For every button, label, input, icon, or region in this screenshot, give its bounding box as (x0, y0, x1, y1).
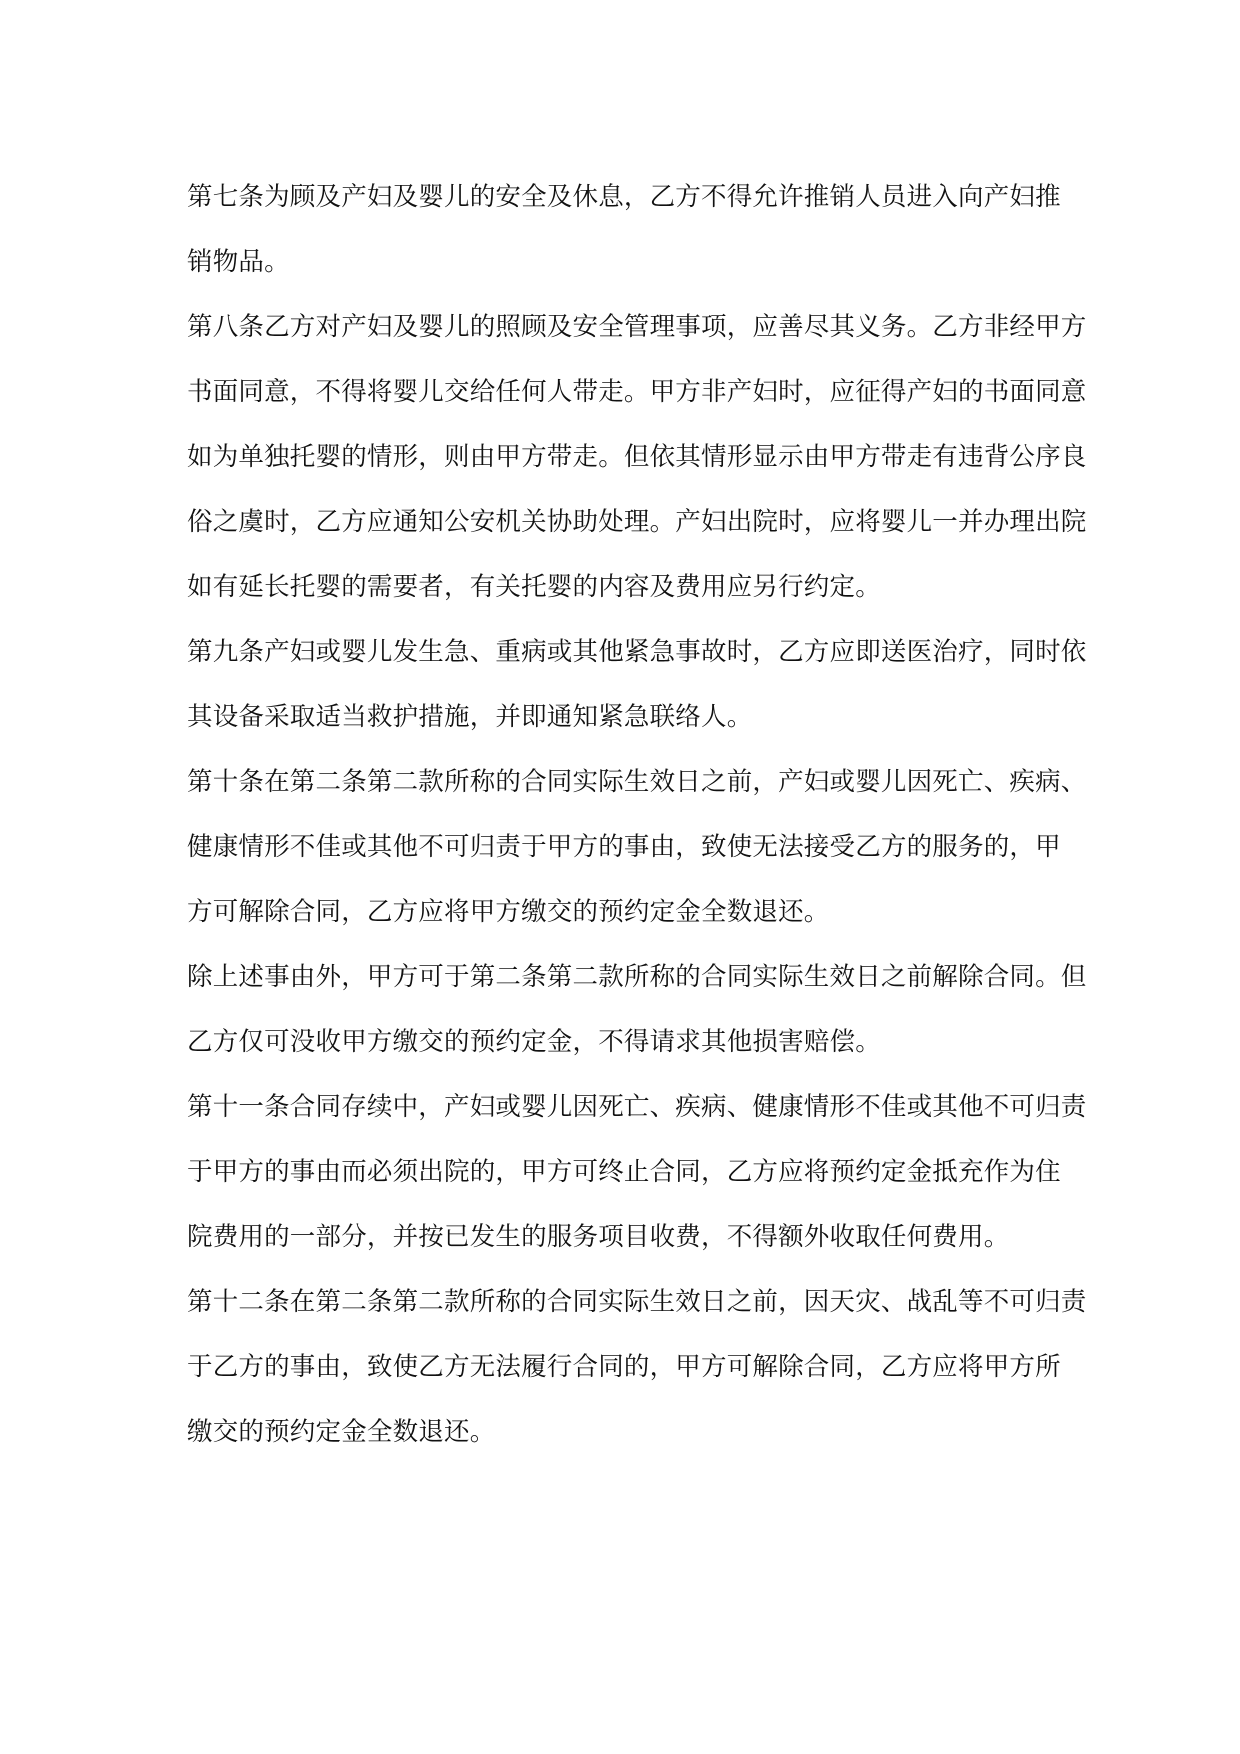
text-line: 方可解除合同，乙方应将甲方缴交的预约定金全数退还。 (187, 897, 830, 927)
text-line: 书面同意，不得将婴儿交给任何人带走。甲方非产妇时，应征得产妇的书面同意 (187, 377, 1087, 407)
text-line: 第九条产妇或婴儿发生急、重病或其他紧急事故时，乙方应即送医治疗，同时依 (187, 637, 1087, 667)
text-line: 乙方仅可没收甲方缴交的预约定金，不得请求其他损害赔偿。 (187, 1027, 881, 1057)
text-line: 院费用的一部分，并按已发生的服务项目收费，不得额外收取任何费用。 (187, 1222, 1010, 1252)
text-line: 健康情形不佳或其他不可归责于甲方的事由，致使无法接受乙方的服务的，甲 (187, 832, 1061, 862)
text-line: 销物品。 (187, 247, 290, 277)
text-line: 第十条在第二条第二款所称的合同实际生效日之前，产妇或婴儿因死亡、疾病、 (187, 767, 1087, 797)
text-line: 除上述事由外，甲方可于第二条第二款所称的合同实际生效日之前解除合同。但 (187, 962, 1087, 992)
text-line: 于甲方的事由而必须出院的，甲方可终止合同，乙方应将预约定金抵充作为住 (187, 1157, 1061, 1187)
text-line: 如为单独托婴的情形，则由甲方带走。但依其情形显示由甲方带走有违背公序良 (187, 442, 1087, 472)
text-line: 第十二条在第二条第二款所称的合同实际生效日之前，因天灾、战乱等不可归责 (187, 1287, 1087, 1317)
document-body (187, 165, 1087, 1465)
text-line: 其设备采取适当救护措施，并即通知紧急联络人。 (187, 702, 753, 732)
text-line: 第八条乙方对产妇及婴儿的照顾及安全管理事项，应善尽其义务。乙方非经甲方 (187, 312, 1087, 342)
text-line: 俗之虞时，乙方应通知公安机关协助处理。产妇出院时，应将婴儿一并办理出院 (187, 507, 1087, 537)
text-line: 第七条为顾及产妇及婴儿的安全及休息，乙方不得允许推销人员进入向产妇推 (187, 182, 1061, 212)
text-line: 如有延长托婴的需要者，有关托婴的内容及费用应另行约定。 (187, 572, 881, 602)
text-line: 于乙方的事由，致使乙方无法履行合同的，甲方可解除合同，乙方应将甲方所 (187, 1352, 1061, 1382)
text-line: 缴交的预约定金全数退还。 (187, 1417, 496, 1447)
text-line: 第十一条合同存续中，产妇或婴儿因死亡、疾病、健康情形不佳或其他不可归责 (187, 1092, 1087, 1122)
